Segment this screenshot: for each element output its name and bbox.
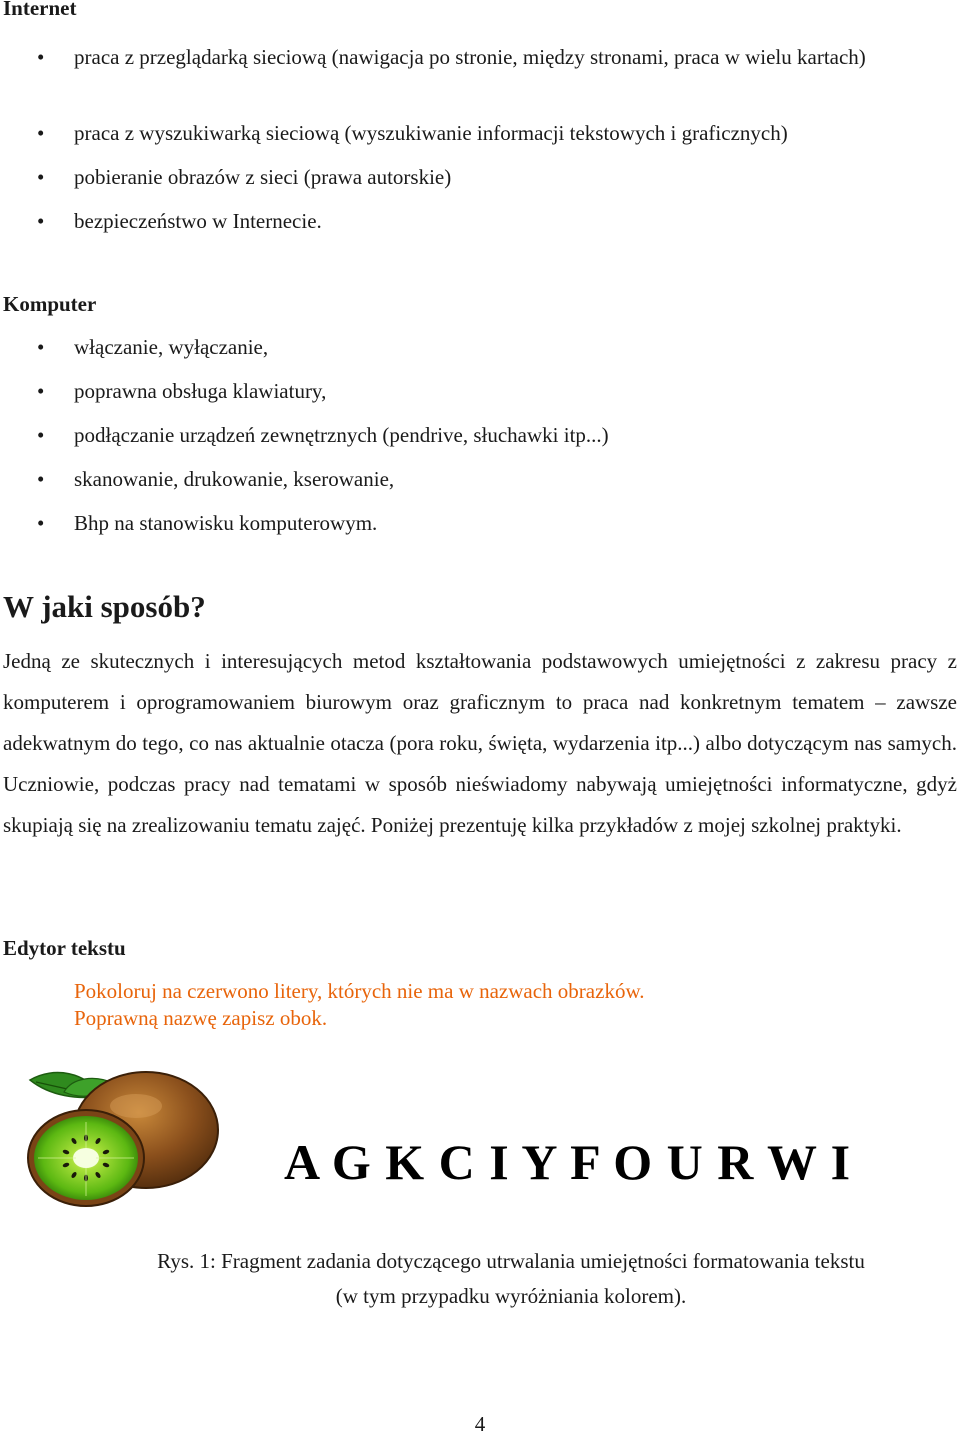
section-heading-komputer: Komputer xyxy=(3,292,97,316)
task-instruction-2: Poprawną nazwę zapisz obok. xyxy=(74,1006,328,1030)
internet-list-cont xyxy=(0,119,960,147)
bullet-icon: • xyxy=(37,165,45,189)
list-item: • Bhp na stanowisku komputerowym. xyxy=(37,511,378,535)
section-heading-internet: Internet xyxy=(3,0,77,20)
list-item: • praca z przeglądarką sieciową (nawigacja po stronie, między stronami, praca w wielu kartach) xyxy=(0,36,960,78)
bullet-icon: • xyxy=(37,209,45,233)
internet-list-cont2 xyxy=(0,163,960,191)
method-paragraph: Jedną ze skutecznych i interesujących metod kształtowania podstawowych umiejętności z zakresu pracy z komputerem i oprogramowaniem biurowym oraz graficznym to praca nad konkretnym tematem – zawsze adekwatnym do tego, co nas aktualnie otacza (pora roku, święta, wydarzenia itp...) albo dotyczącym nas samych. Uczniowie, podczas pracy nad tematami w sposób nieświadomy nabywają umiejętności informatyczne, gdyż skupiają się na zrealizowaniu tematu zajęć. Poniżej prezentuję kilka przykładów z mojej szkolnej praktyki. xyxy=(3,649,957,837)
bullet-icon: • xyxy=(37,511,45,535)
list-item: • bezpieczeństwo w Internecie. xyxy=(37,209,322,233)
list-item: • skanowanie, drukowanie, kserowanie, xyxy=(37,467,395,491)
list-item: • poprawna obsługa klawiatury, xyxy=(37,379,327,403)
list-item: • pobieranie obrazów z sieci (prawa autorskie) xyxy=(37,165,452,189)
bullet-icon: • xyxy=(37,467,45,491)
figure-caption-line-1: Rys. 1: Fragment zadania dotyczącego utrwalania umiejętności formatowania tekstu xyxy=(157,1249,865,1273)
internet-list-cont3 xyxy=(0,207,960,235)
task-instruction-1: Pokoloruj na czerwono litery, których nie ma w nazwach obrazków. xyxy=(74,979,645,1003)
bullet-icon: • xyxy=(37,423,45,447)
bullet-icon: • xyxy=(37,379,45,403)
internet-list xyxy=(0,36,960,78)
kiwi-fruit-icon xyxy=(24,1062,224,1212)
page-number: 4 xyxy=(474,1412,486,1436)
bullet-icon: • xyxy=(37,121,45,145)
bullet-icon: • xyxy=(37,45,45,69)
scrambled-letters: A G K C I Y F O U R W I xyxy=(284,1134,852,1190)
list-item: • praca z wyszukiwarką sieciową (wyszukiwanie informacji tekstowych i graficznych) xyxy=(37,121,788,145)
list-item: • podłączanie urządzeń zewnętrznych (pendrive, słuchawki itp...) xyxy=(37,423,609,447)
list-item: • włączanie, wyłączanie, xyxy=(37,335,269,359)
figure-caption-line-2: (w tym przypadku wyróżniania kolorem). xyxy=(335,1284,687,1308)
bullet-icon: • xyxy=(37,335,45,359)
section-heading-method: W jaki sposób? xyxy=(3,589,206,624)
komputer-list xyxy=(0,333,960,537)
section-heading-editor: Edytor tekstu xyxy=(3,936,126,960)
